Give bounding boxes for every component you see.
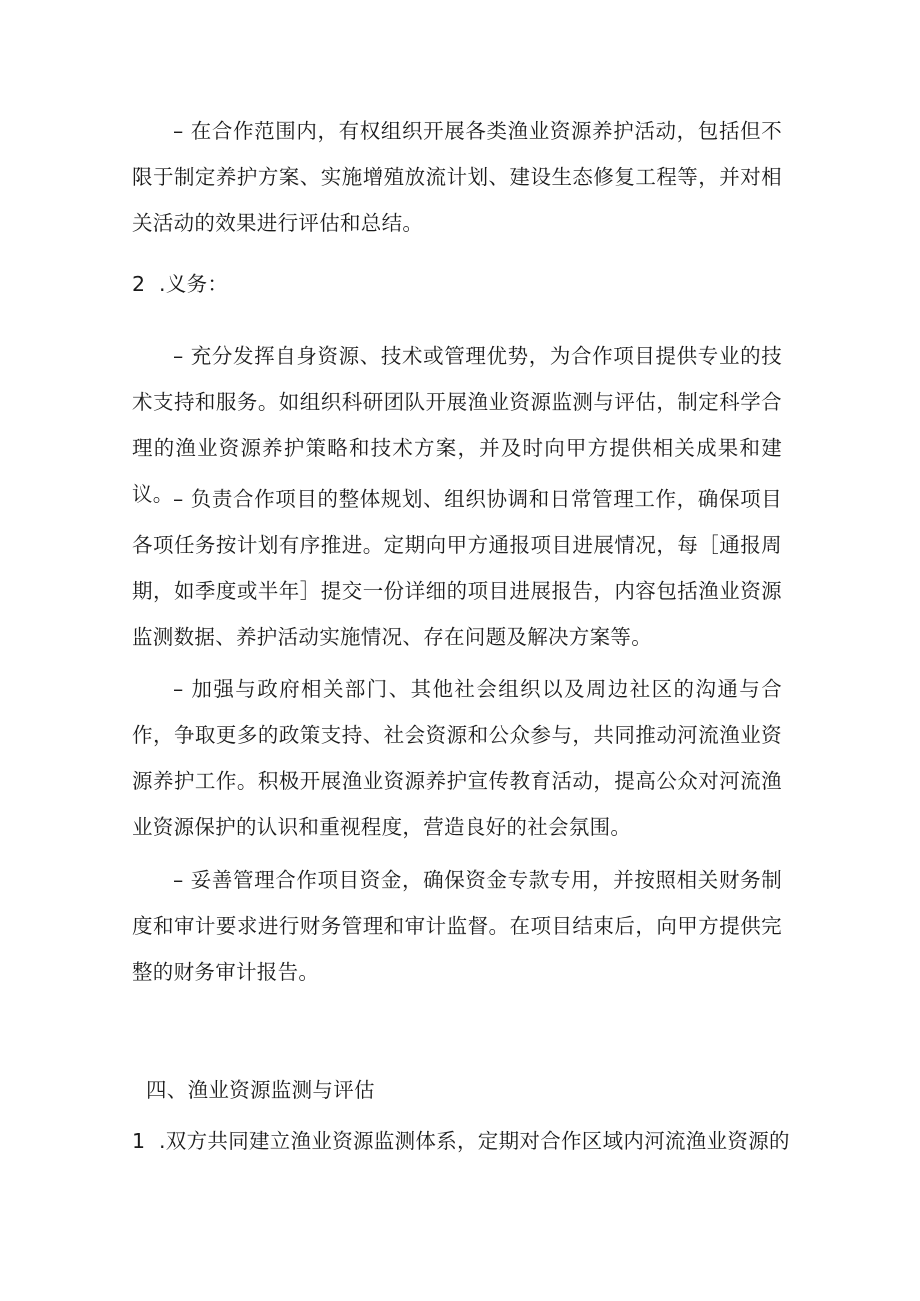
obligation-paragraph-project-management: – 负责合作项目的整体规划、组织协调和日常管理工作，确保项目各项任务按计划有序推进。定期向甲方通报项目进展情况，每［通报周期，如季度或半年］提交一份详细的项目进展报告，内容包括渔业资源监测数据、养护活动实施情况、存在问题及解决方案等。 xyxy=(132,487,782,649)
section-heading-monitoring-evaluation: 四、渔业资源监测与评估 xyxy=(146,1078,375,1102)
obligation-paragraph-communication: – 加强与政府相关部门、其他社会组织以及周边社区的沟通与合作，争取更多的政策支持、社会资源和公众参与，共同推动河流渔业资源养护工作。积极开展渔业资源养护宣传教育活动，提高公众对河流渔业资源保护的认识和重视程度，营造良好的社会氛围。 xyxy=(132,677,782,839)
rights-paragraph-conservation-activities: – 在合作范围内，有权组织开展各类渔业资源养护活动，包括但不限于制定养护方案、实施增殖放流计划、建设生态修复工程等，并对相关活动的效果进行评估和总结。 xyxy=(132,119,782,235)
obligation-paragraph-technical-support: – 充分发挥自身资源、技术或管理优势，为合作项目提供专业的技术支持和服务。如组织科研团队开展渔业资源监测与评估，制定科学合理的渔业资源养护策略和技术方案，并及时向甲方提供相关成果和建议。 xyxy=(132,344,782,506)
monitoring-paragraph-1: 1 .双方共同建立渔业资源监测体系，定期对合作区域内河流渔业资源的 xyxy=(132,1129,790,1153)
obligations-heading: 2 .义务： xyxy=(132,272,229,296)
obligation-paragraph-fund-management: – 妥善管理合作项目资金，确保资金专款专用，并按照相关财务制度和审计要求进行财务管理和审计监督。在项目结束后，向甲方提供完整的财务审计报告。 xyxy=(132,868,782,984)
